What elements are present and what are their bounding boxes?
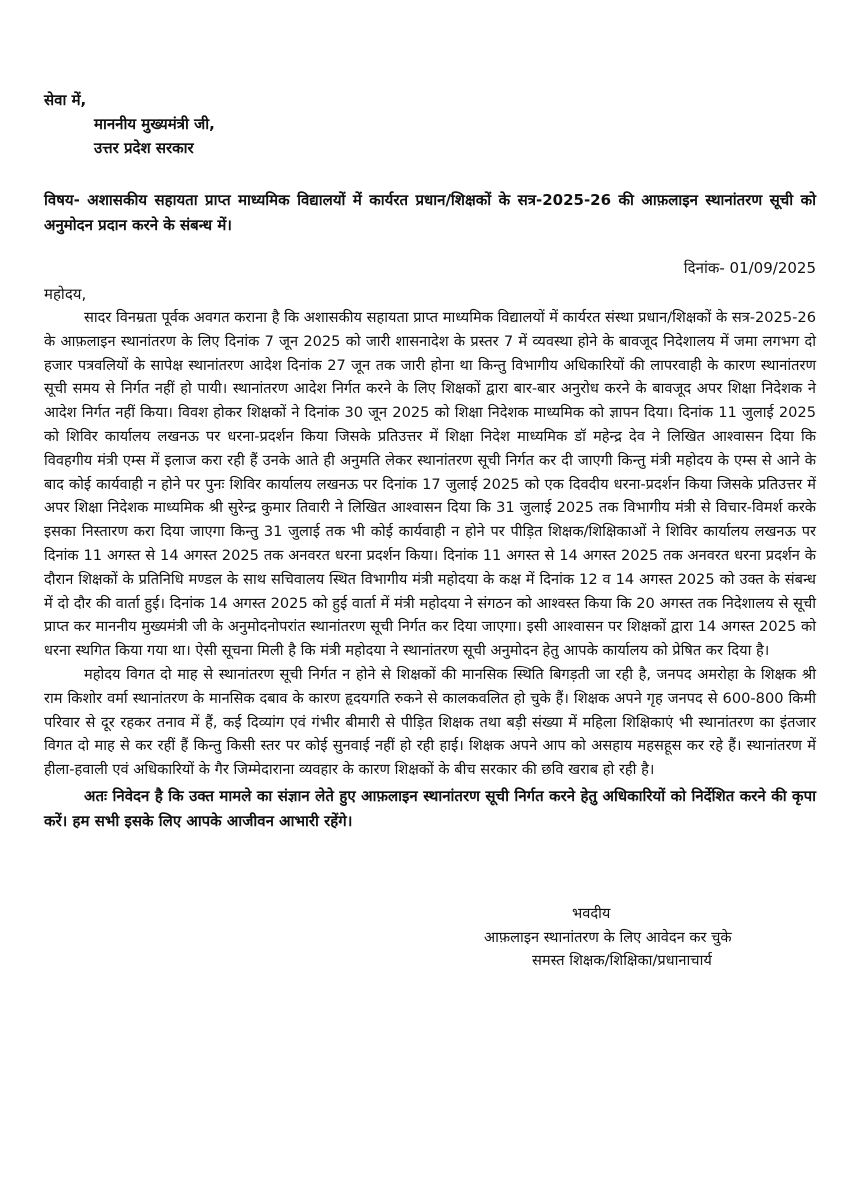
letter-greeting: महोदय, <box>44 285 87 303</box>
letter-body <box>44 88 816 834</box>
body-paragraph-1: सादर विनम्रता पूर्वक अवगत कराना है कि अशासकीय सहायता प्राप्त माध्यमिक विद्यालयों में कार्यरत संस्था प्रधान/शिक्षकों के सत्र-2025-26 के आफ़लाइन स्थानांतरण के लिए दिनांक 7 जून 2025 को जारी शासनादेश के प्रस्तर 7 में व्यवस्था होने के बावजूद निदेशालय में जमा लगभग दो हजार पत्रवलियों के सापेक्ष स्थानांतरण आदेश दिनांक 27 जून तक जारी होना था किन्तु विभागीय अधिकारियों की लापरवाही के कारण स्थानांतरण सूची समय से निर्गत नहीं हो पायी। स्थानांतरण आदेश निर्गत करने के लिए शिक्षकों द्वारा बार-बार अनुरोध करने के बावजूद अपर शिक्षा निदेशक ने आदेश निर्गत नहीं किया। विवश होकर शिक्षकों ने दिनांक 30 जून 2025 को शिक्षा निदेशक माध्यमिक को ज्ञापन दिया। दिनांक 11 जुलाई 2025 को शिविर कार्यालय लखनऊ पर धरना-प्रदर्शन किया जिसके प्रतिउत्तर में शिक्षा निदेश माध्यमिक डॉ महेन्द्र देव ने लिखित आश्वासन दिया कि विवहगीय मंत्री एम्स में इलाज करा रही हैं उनके आते ही अनुमति लेकर स्थानांतरण सूची निर्गत कर दी जाएगी किन्तु मंत्री महोदय के एम्स से आने के बाद कोई कार्यवाही न होने पर पुनः शिविर कार्यालय लखनऊ पर दिनांक 17 जुलाई 2025 को एक दिवदीय धरना-प्रदर्शन किया जिसके प्रतिउत्तर में अपर शिक्षा निदेशक माध्यमिक श्री सुरेन्द्र कुमार तिवारी ने लिखित आश्वासन दिया कि 31 जुलाई 2025 तक विभागीय मंत्री से विचार-विमर्श करके इसका निस्तारण करा दिया जाएगा किन्तु 31 जुलाई तक भी कोई कार्यवाही न होने पर पीड़ित शिक्षक/शिक्षिकाओं ने शिविर कार्यालय लखनऊ पर दिनांक 11 अगस्त से 14 अगस्त 2025 तक अनवरत धरना प्रदर्शन किया। दिनांक 11 अगस्त से 14 अगस्त 2025 तक अनवरत धरना प्रदर्शन के दौरान शिक्षकों के प्रतिनिधि मण्डल के साथ सचिवालय स्थित विभागीय मंत्री महोदया के कक्ष में दिनांक 12 व 14 अगस्त 2025 को उक्त के संबन्ध में दो दौर की वार्ता हुई। दिनांक 14 अगस्त 2025 को हुई वार्ता में मंत्री महोदया ने संगठन को आश्वस्त किया कि 20 अगस्त तक निदेशालय से सूची प्राप्त कर माननीय मुख्यमंत्री जी के अनुमोदनोपरांत स्थानांतरण सूची निर्गत कर दिया जाएगा। इसी आश्वासन पर शिक्षकों द्वारा 14 अगस्त 2025 को धरना स्थगित किया गया था। ऐसी सूचना मिली है कि मंत्री महोदया ने स्थानांतरण सूची अनुमोदन हेतु आपके कार्यालय को प्रेषित कर दिया है। <box>44 309 817 660</box>
signatory-line-2: समस्त शिक्षक/शिक्षिका/प्रधानाचार्य <box>532 952 712 969</box>
closing-word: भवदीय <box>572 905 611 922</box>
salutation-to: सेवा में, <box>44 91 87 109</box>
letter-subject: विषय- अशासकीय सहायता प्राप्त माध्यमिक विद्यालयों में कार्यरत प्रधान/शिक्षकों के सत्र-2025-26 की आफ़लाइन स्थानांतरण सूची को अनुमोदन प्रदान करने के संबन्ध में। <box>44 191 816 234</box>
addressee-line-1: माननीय मुख्यमंत्री जी, <box>94 115 215 133</box>
signature-block <box>480 902 780 973</box>
request-paragraph: अतः निवेदन है कि उक्त मामले का संज्ञान लेते हुए आफ़लाइन स्थानांतरण सूची निर्गत करने हेतु अधिकारियों को निर्देशित करने की कृपा करें। हम सभी इसके लिए आपके आजीवन आभारी रहेंगे। <box>44 786 816 830</box>
letter-date: दिनांक- 01/09/2025 <box>683 259 816 277</box>
addressee-line-2: उत्तर प्रदेश सरकार <box>94 139 194 157</box>
body-paragraph-2: महोदय विगत दो माह से स्थानांतरण सूची निर्गत न होने से शिक्षकों की मानसिक स्थिति बिगड़ती जा रही है, जनपद अमरोहा के शिक्षक श्री राम किशोर वर्मा स्थानांतरण के मानसिक दबाव के कारण हृदयगति रुकने से कालकवलित हो चुके हैं। शिक्षक अपने गृह जनपद से 600-800 किमी परिवार से दूर रहकर तनाव में हैं, कई दिव्यांग एवं गंभीर बीमारी से पीड़ित शिक्षक तथा बड़ी संख्या में महिला शिक्षिकाएं भी स्थानांतरण का इंतजार विगत दो माह से कर रहीं हैं किन्तु किसी स्तर पर कोई सुनवाई नहीं हो रही हाई। शिक्षक अपने आप को असहाय महसहूस कर रहे हैं। स्थानांतरण में हीला-हवाली एवं अधिकारियों के गैर जिम्मेदाराना व्यवहार के कारण शिक्षकों के बीच सरकार की छवि खराब हो रही है। <box>44 665 816 779</box>
signatory-line-1: आफ़लाइन स्थानांतरण के लिए आवेदन कर चुके <box>484 928 732 946</box>
